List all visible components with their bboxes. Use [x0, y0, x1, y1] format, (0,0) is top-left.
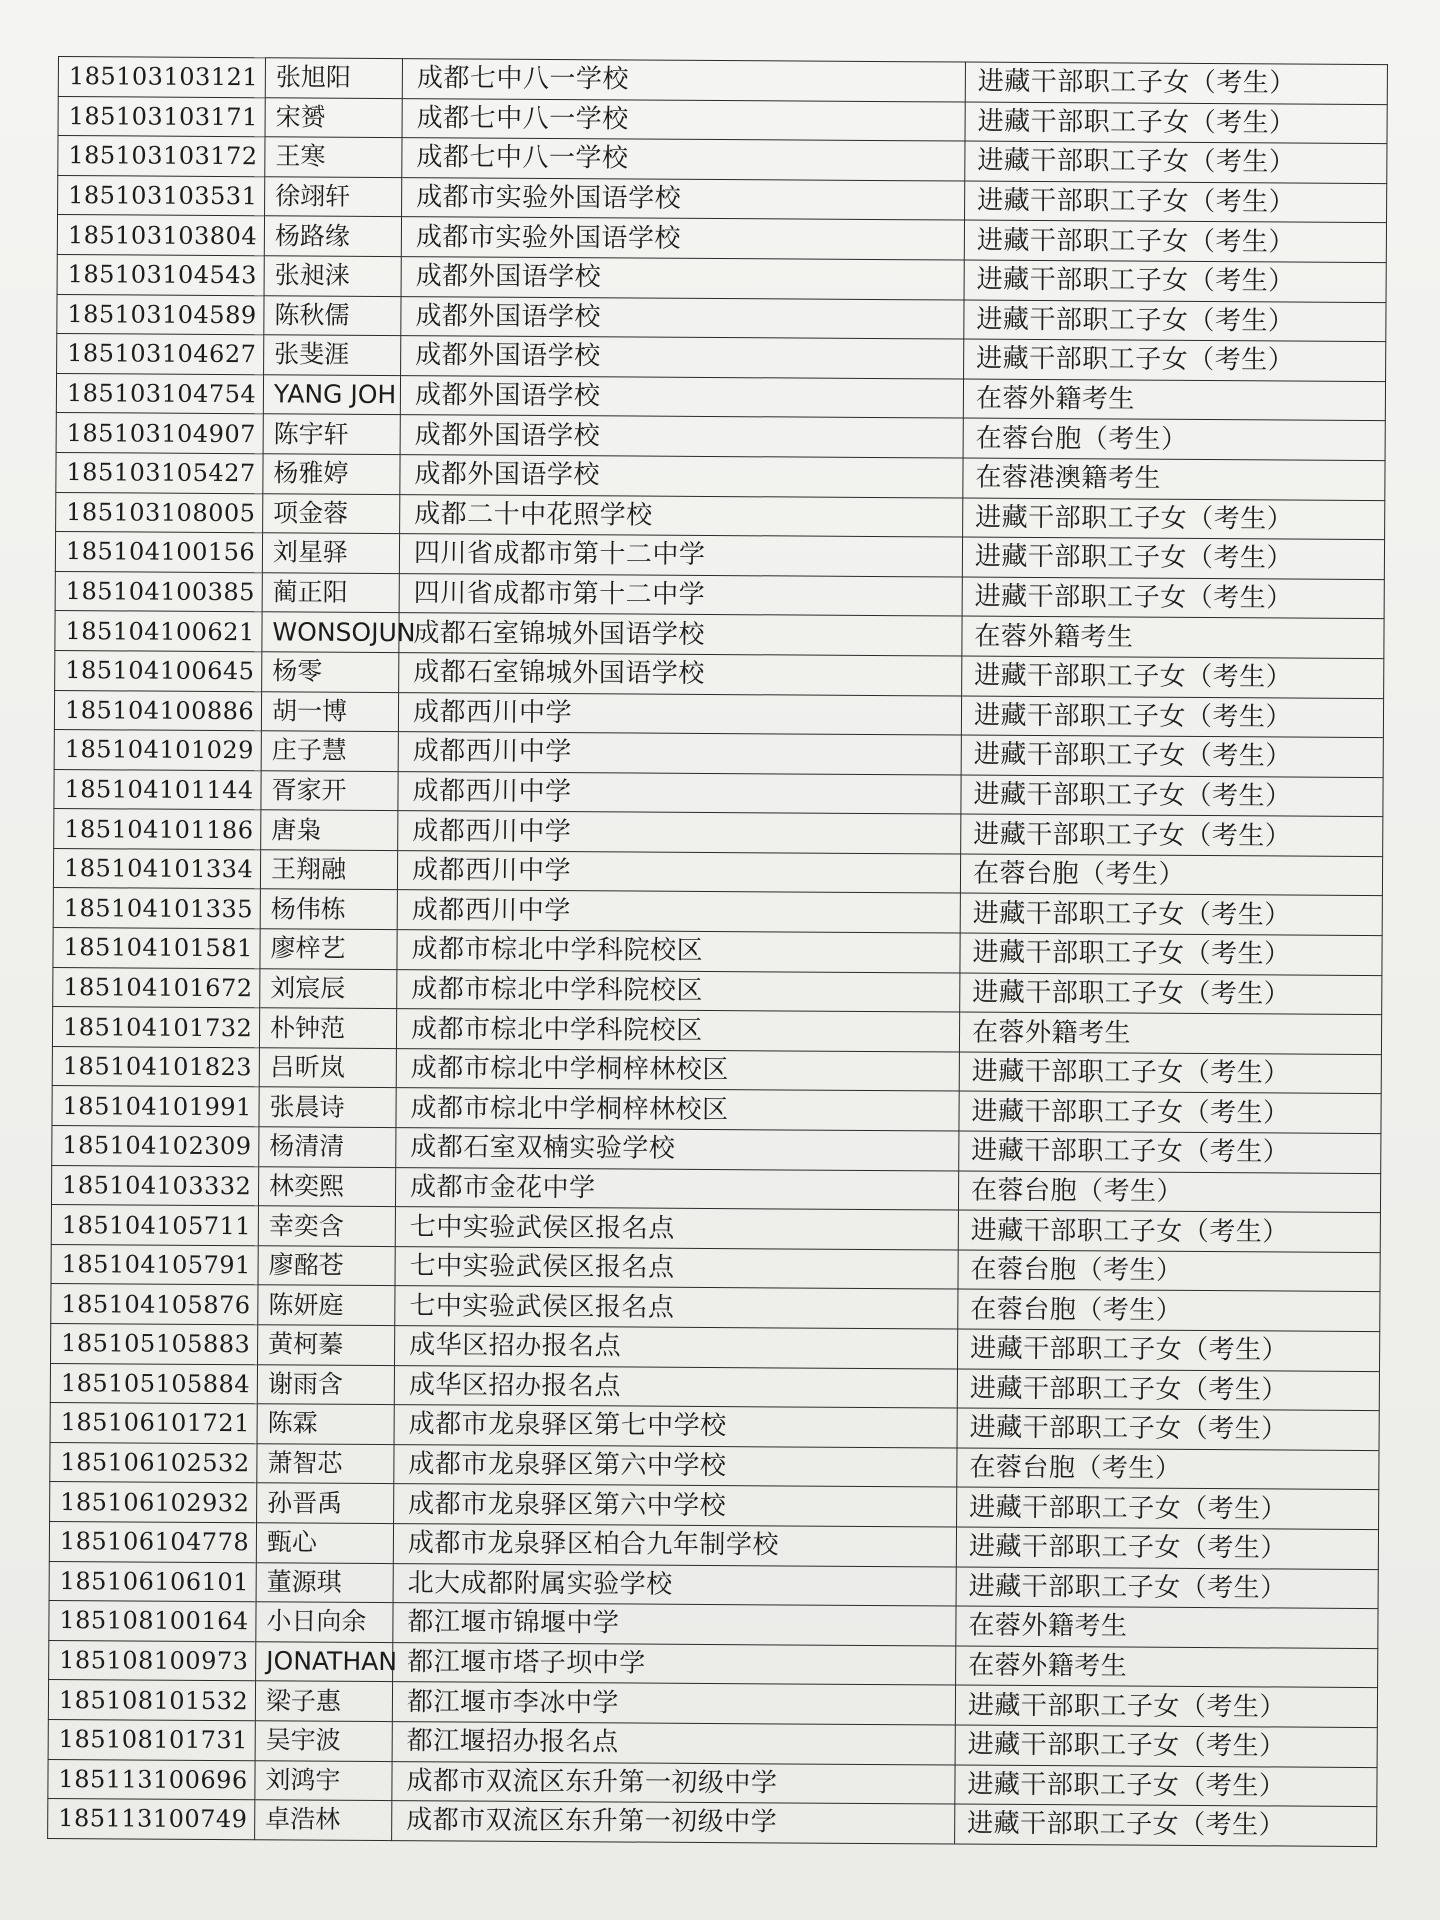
school-cell: 成华区招办报名点 — [394, 1365, 957, 1408]
exam-number-cell: 185104101335 — [53, 888, 260, 929]
school-cell: 成都市棕北中学科院校区 — [397, 930, 960, 973]
student-name-cell: 黄柯蓁 — [258, 1325, 395, 1365]
exam-number-cell: 185105105883 — [51, 1323, 258, 1364]
category-cell: 进藏干部职工子女（考生） — [957, 1329, 1379, 1371]
category-cell: 在蓉台胞（考生） — [963, 418, 1385, 460]
student-name-cell: 廖酩苍 — [258, 1246, 395, 1286]
school-cell: 七中实验武侯区报名点 — [395, 1246, 958, 1289]
school-cell: 成都七中八一学校 — [402, 138, 965, 181]
exam-number-cell: 185104101144 — [54, 769, 261, 810]
exam-number-cell: 185104101823 — [52, 1046, 259, 1087]
school-cell: 成都西川中学 — [397, 890, 960, 933]
student-name-cell: 幸奕含 — [258, 1206, 395, 1246]
exam-number-cell: 185108100973 — [49, 1640, 256, 1681]
school-cell: 成都七中八一学校 — [402, 59, 965, 102]
student-name-cell: 谢雨含 — [257, 1364, 394, 1404]
school-cell: 成都西川中学 — [398, 811, 961, 854]
category-cell: 在蓉港澳籍考生 — [963, 458, 1385, 500]
exam-number-cell: 185106101721 — [50, 1403, 257, 1444]
exam-number-cell: 185106106101 — [49, 1561, 256, 1602]
school-cell: 成都市棕北中学科院校区 — [397, 969, 960, 1012]
category-cell: 在蓉台胞（考生） — [958, 1289, 1380, 1331]
exam-number-cell: 185106102932 — [50, 1482, 257, 1523]
school-cell: 成都外国语学校 — [401, 257, 964, 300]
exam-number-cell: 185103103804 — [57, 215, 264, 256]
school-cell: 成都市棕北中学科院校区 — [396, 1009, 959, 1052]
exam-number-cell: 185108101532 — [48, 1680, 255, 1721]
exam-number-cell: 185103104589 — [57, 294, 264, 335]
student-name-cell: 吴宇波 — [255, 1721, 392, 1761]
student-name-cell: 杨雅婷 — [263, 454, 400, 494]
category-cell: 进藏干部职工子女（考生） — [962, 537, 1384, 579]
school-cell: 成都西川中学 — [398, 692, 961, 735]
school-cell: 成都市棕北中学桐梓林校区 — [396, 1088, 959, 1131]
category-cell: 在蓉外籍考生 — [962, 616, 1384, 658]
exam-number-cell: 185103108005 — [56, 492, 263, 533]
school-cell: 成都西川中学 — [398, 771, 961, 814]
exam-number-cell: 185104105876 — [51, 1284, 258, 1325]
exam-number-cell: 185103103172 — [58, 136, 265, 177]
student-name-cell: 杨路缘 — [264, 216, 401, 256]
student-name-cell: WONSOJUN — [262, 612, 399, 652]
exam-number-cell: 185104105791 — [51, 1244, 258, 1285]
school-cell: 成都外国语学校 — [400, 415, 963, 458]
student-name-cell: 林奕熙 — [258, 1166, 395, 1206]
category-cell: 进藏干部职工子女（考生） — [962, 577, 1384, 619]
exam-number-cell: 185113100696 — [48, 1759, 255, 1800]
school-cell: 成都七中八一学校 — [402, 98, 965, 141]
school-cell: 北大成都附属实验学校 — [393, 1563, 956, 1606]
school-cell: 成都石室锦城外国语学校 — [399, 613, 962, 656]
student-name-cell: 宋赟 — [265, 97, 402, 137]
student-name-cell: 王翔融 — [260, 850, 397, 890]
category-cell: 进藏干部职工子女（考生） — [961, 775, 1383, 817]
student-name-cell: YANG JOH — [263, 375, 400, 415]
category-cell: 进藏干部职工子女（考生） — [959, 1052, 1381, 1094]
exam-number-cell: 185104101732 — [52, 1007, 259, 1048]
student-name-cell: 刘星驿 — [262, 533, 399, 573]
school-cell: 七中实验武侯区报名点 — [395, 1286, 958, 1329]
category-cell: 进藏干部职工子女（考生） — [960, 933, 1382, 975]
exam-number-cell: 185108100164 — [49, 1601, 256, 1642]
exam-number-cell: 185105105884 — [50, 1363, 257, 1404]
student-name-cell: 徐翊轩 — [265, 177, 402, 217]
exam-number-cell: 185103105427 — [56, 452, 263, 493]
category-cell: 在蓉外籍考生 — [956, 1646, 1378, 1688]
category-cell: 进藏干部职工子女（考生） — [961, 814, 1383, 856]
school-cell: 成都石室双楠实验学校 — [396, 1128, 959, 1171]
exam-number-cell: 185104100156 — [55, 532, 262, 573]
exam-number-cell: 185104101991 — [52, 1086, 259, 1127]
school-cell: 成都西川中学 — [398, 732, 961, 775]
category-cell: 进藏干部职工子女（考生） — [960, 893, 1382, 935]
category-cell: 进藏干部职工子女（考生） — [960, 973, 1382, 1015]
category-cell: 进藏干部职工子女（考生） — [957, 1487, 1379, 1529]
exam-number-cell: 185104100621 — [55, 611, 262, 652]
school-cell: 都江堰市锦堰中学 — [393, 1603, 956, 1646]
school-cell: 成都市龙泉驿区第六中学校 — [394, 1484, 957, 1527]
category-cell: 在蓉外籍考生 — [956, 1606, 1378, 1648]
category-cell: 在蓉台胞（考生） — [958, 1171, 1380, 1213]
student-name-cell: 项金蓉 — [263, 493, 400, 533]
category-cell: 在蓉台胞（考生） — [960, 854, 1382, 896]
category-cell: 在蓉台胞（考生） — [958, 1250, 1380, 1292]
category-cell: 进藏干部职工子女（考生） — [964, 260, 1386, 302]
student-roster-table — [47, 56, 1388, 1847]
school-cell: 成都市龙泉驿区第六中学校 — [394, 1444, 957, 1487]
category-cell: 进藏干部职工子女（考生） — [959, 1091, 1381, 1133]
category-cell: 进藏干部职工子女（考生） — [955, 1804, 1377, 1846]
exam-number-cell: 185104101186 — [54, 809, 261, 850]
exam-number-cell: 185104101672 — [53, 967, 260, 1008]
student-name-cell: JONATHAN — [256, 1641, 393, 1681]
category-cell: 进藏干部职工子女（考生） — [956, 1567, 1378, 1609]
category-cell: 进藏干部职工子女（考生） — [961, 696, 1383, 738]
school-cell: 成都市龙泉驿区第七中学校 — [394, 1405, 957, 1448]
exam-number-cell: 185103104907 — [56, 413, 263, 454]
student-name-cell: 卓浩林 — [255, 1800, 392, 1840]
student-name-cell: 庄子慧 — [261, 731, 398, 771]
student-name-cell: 廖梓艺 — [260, 929, 397, 969]
category-cell: 在蓉台胞（考生） — [957, 1448, 1379, 1490]
student-name-cell: 刘鸿宇 — [255, 1760, 392, 1800]
category-cell: 在蓉外籍考生 — [963, 379, 1385, 421]
table-row — [48, 1799, 1377, 1847]
category-cell: 进藏干部职工子女（考生） — [965, 141, 1387, 183]
school-cell: 四川省成都市第十二中学 — [399, 573, 962, 616]
category-cell: 进藏干部职工子女（考生） — [958, 1210, 1380, 1252]
exam-number-cell: 185108101731 — [48, 1719, 255, 1760]
school-cell: 成都外国语学校 — [401, 296, 964, 339]
category-cell: 进藏干部职工子女（考生） — [959, 1131, 1381, 1173]
school-cell: 成都市双流区东升第一初级中学 — [392, 1801, 955, 1844]
school-cell: 成都石室锦城外国语学校 — [399, 652, 962, 695]
exam-number-cell: 185106102532 — [50, 1442, 257, 1483]
school-cell: 四川省成都市第十二中学 — [399, 534, 962, 577]
exam-number-cell: 185104101029 — [54, 730, 261, 771]
category-cell: 进藏干部职工子女（考生） — [962, 656, 1384, 698]
exam-number-cell: 185104100385 — [55, 571, 262, 612]
student-name-cell: 杨伟栋 — [260, 889, 397, 929]
student-name-cell: 唐枭 — [261, 810, 398, 850]
category-cell: 进藏干部职工子女（考生） — [955, 1725, 1377, 1767]
category-cell: 进藏干部职工子女（考生） — [956, 1527, 1378, 1569]
school-cell: 成都外国语学校 — [401, 336, 964, 379]
student-name-cell: 陈秋儒 — [264, 295, 401, 335]
student-name-cell: 张斐涯 — [264, 335, 401, 375]
school-cell: 成都二十中花照学校 — [400, 494, 963, 537]
school-cell: 成都市实验外国语学校 — [402, 177, 965, 220]
student-name-cell: 王寒 — [265, 137, 402, 177]
student-name-cell: 萧智芯 — [257, 1444, 394, 1484]
school-cell: 都江堰市塔子坝中学 — [393, 1642, 956, 1685]
student-name-cell: 吕昕岚 — [259, 1048, 396, 1088]
exam-number-cell: 185104101581 — [53, 928, 260, 969]
exam-number-cell: 185103103531 — [58, 175, 265, 216]
school-cell: 都江堰招办报名点 — [392, 1722, 955, 1765]
student-name-cell: 陈宇轩 — [263, 414, 400, 454]
school-cell: 成都市实验外国语学校 — [401, 217, 964, 260]
student-name-cell: 张晨诗 — [259, 1087, 396, 1127]
exam-number-cell: 185104102309 — [52, 1126, 259, 1167]
student-name-cell: 朴钟范 — [259, 1008, 396, 1048]
student-name-cell: 梁子惠 — [255, 1681, 392, 1721]
student-name-cell: 甄心 — [256, 1523, 393, 1563]
category-cell: 进藏干部职工子女（考生） — [964, 300, 1386, 342]
school-cell: 成都市双流区东升第一初级中学 — [392, 1761, 955, 1804]
school-cell: 成都外国语学校 — [400, 375, 963, 418]
exam-number-cell: 185103104543 — [57, 254, 264, 295]
category-cell: 进藏干部职工子女（考生） — [961, 735, 1383, 777]
student-name-cell: 陈霖 — [257, 1404, 394, 1444]
category-cell: 进藏干部职工子女（考生） — [957, 1369, 1379, 1411]
student-name-cell: 董源琪 — [256, 1562, 393, 1602]
exam-number-cell: 185113100749 — [48, 1799, 255, 1840]
category-cell: 进藏干部职工子女（考生） — [955, 1765, 1377, 1807]
category-cell: 进藏干部职工子女（考生） — [957, 1408, 1379, 1450]
exam-number-cell: 185103103171 — [58, 96, 265, 137]
school-cell: 七中实验武侯区报名点 — [395, 1207, 958, 1250]
exam-number-cell: 185104103332 — [51, 1165, 258, 1206]
student-name-cell: 张昶涞 — [264, 256, 401, 296]
student-name-cell: 杨零 — [262, 652, 399, 692]
category-cell: 进藏干部职工子女（考生） — [965, 181, 1387, 223]
student-name-cell: 蔺正阳 — [262, 572, 399, 612]
student-name-cell: 胡一博 — [261, 691, 398, 731]
category-cell: 在蓉外籍考生 — [959, 1012, 1381, 1054]
exam-number-cell: 185104100645 — [55, 650, 262, 691]
exam-number-cell: 185104100886 — [54, 690, 261, 731]
student-name-cell: 陈妍庭 — [258, 1285, 395, 1325]
student-name-cell: 孙晋禹 — [257, 1483, 394, 1523]
school-cell: 成都外国语学校 — [400, 455, 963, 498]
student-name-cell: 小日向余 — [256, 1602, 393, 1642]
school-cell: 成华区招办报名点 — [395, 1326, 958, 1369]
category-cell: 进藏干部职工子女（考生） — [965, 62, 1387, 104]
exam-number-cell: 185103104627 — [57, 334, 264, 375]
category-cell: 进藏干部职工子女（考生） — [965, 102, 1387, 144]
school-cell: 成都市棕北中学桐梓林校区 — [396, 1048, 959, 1091]
school-cell: 都江堰市李冰中学 — [392, 1682, 955, 1725]
student-name-cell: 胥家开 — [261, 770, 398, 810]
exam-number-cell: 185103104754 — [56, 373, 263, 414]
student-name-cell: 刘宸辰 — [260, 968, 397, 1008]
category-cell: 进藏干部职工子女（考生） — [955, 1685, 1377, 1727]
roster-body — [48, 57, 1388, 1847]
category-cell: 进藏干部职工子女（考生） — [963, 498, 1385, 540]
school-cell: 成都市金花中学 — [395, 1167, 958, 1210]
student-name-cell: 杨清清 — [259, 1127, 396, 1167]
student-name-cell: 张旭阳 — [265, 58, 402, 98]
exam-number-cell: 185104105711 — [51, 1205, 258, 1246]
school-cell: 成都市龙泉驿区柏合九年制学校 — [393, 1524, 956, 1567]
exam-number-cell: 185106104778 — [49, 1521, 256, 1562]
school-cell: 成都西川中学 — [397, 850, 960, 893]
category-cell: 进藏干部职工子女（考生） — [964, 220, 1386, 262]
exam-number-cell: 185104101334 — [53, 848, 260, 889]
exam-number-cell: 185103103121 — [58, 57, 265, 98]
category-cell: 进藏干部职工子女（考生） — [964, 339, 1386, 381]
